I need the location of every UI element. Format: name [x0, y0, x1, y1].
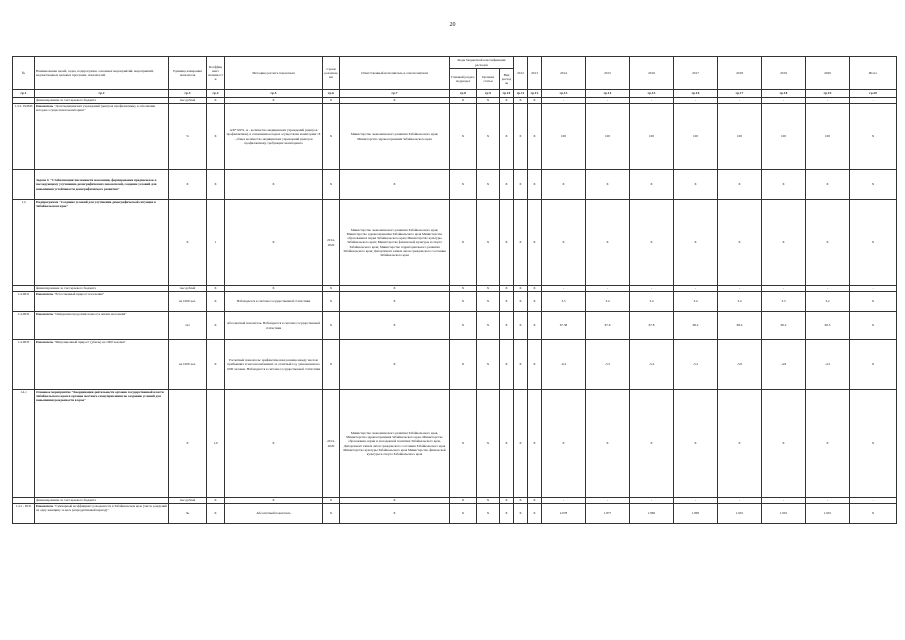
year-header: 2014 — [542, 57, 586, 90]
row-name: Основное мероприятие "Координация деятельности органов государственной власти Забайкальского края и органов местного самоуправления по созданию условий для повышения рождаемости в крае" — [35, 390, 169, 498]
col-num: гр.17 — [718, 90, 762, 98]
col-num: гр.6 — [323, 90, 340, 98]
row-resp: Министерство экономического развития Забайкальского края, Министерство здравоохранения Забайкальского края, Министерство образования, науки и молодежной политики Забайкальского края, Департамент записи актов гражданского состояния Забайкальского края Министерство культуры Забайкальского края Министерство физической культуры и спорта Забайкальского края — [340, 390, 450, 498]
col-num: гр.4 — [207, 90, 225, 98]
col-num: гр.10 — [500, 90, 514, 98]
col-num: гр.2 — [35, 90, 169, 98]
row-name: Показатель "Естественный прирост населения" — [35, 292, 169, 312]
table-row: 1.4-ПП2 Показатель "Ожидаемая продолжительность жизни населения" лет X Абсолютный показатель. Наблюдается в системе государственной статистики X X X X X X X 67.38 67.6 67.8 68.2 68.4 69.2 69.5 X — [13, 312, 897, 340]
year-header: 2017 — [674, 57, 718, 90]
col-num: гр.18 — [762, 90, 806, 98]
col-num: гр.9 — [477, 90, 500, 98]
row-no: 1.4.1 — [13, 390, 35, 498]
table-row: 1.4 Подпрограмма "Создание условий для улучшения демографической ситуации в Забайкальском крае" X 1 X 2014-2020 Министерство экономического развития Забайкальского края; Министерство здравоохранения Забайкальского края Министерство образования и науки Забайкальского края; Министерство культуры Забайкальского края; Министерство физической культуры и спорта Забайкальского края; Министерство территориального развития Забайкальского края; Департамент записи актов гражданского состояния Забайкальского края X X X X X X X X X X X X X — [13, 200, 897, 286]
row-no: 1.3.5- ПОМ3 — [13, 104, 35, 170]
row-no: 1.4-ПП2 — [13, 312, 35, 340]
col-name-header: Наименование целей, задач, подпрограмм, основных мероприятий, мероприятий, ведомственных целевых программ, показателей — [35, 57, 169, 90]
table-row: 1.3.5- ПОМ3 Показатель "Доля медицинских учреждений (центров профилактики), в отношении которых осуществлен мониторинг" % X А/Б*100%, А - количество медицинских учреждений (центров профилактики), в отношении которых осуществлен мониторинг; Б - общее количество медицинских учреждений (центров профилактики), требующих мониторинга X Министерство экономического развития Забайкальского края; Министерство здравоохранения Забайкальского края X X X X X 100 100 100 100 100 100 100 X — [13, 104, 897, 170]
col-num: гр.13 — [542, 90, 586, 98]
col-method-header: Методика расчета показателя — [225, 57, 323, 90]
year-header: 2019 — [762, 57, 806, 90]
year-header: 2016 — [630, 57, 674, 90]
table-row: Задача 4. "Стабилизация численности населения, формирование предпосылок к последующему улучшению демографических показателей, создание условий для повышения устойчивости демографического развития" X X X X X X X X X X X X X X X X X X — [13, 170, 897, 200]
year-header: 2020 — [806, 57, 850, 90]
csr-header: Целевая статья — [477, 69, 500, 90]
col-num: гр.12 — [528, 90, 542, 98]
row-name: Показатель "Доля медицинских учреждений (центров профилактики), в отношении которых осуществлен мониторинг" — [35, 104, 169, 170]
total-header: Итого — [850, 57, 897, 90]
row-no: 1.4 — [13, 200, 35, 286]
financing-row: финансирование за счет краевого бюджета тыс.рублей X X X X X X X X X - - - - - - - - — [13, 498, 897, 504]
unit-cell: тыс.рублей — [169, 98, 207, 104]
col-num: гр.8 — [450, 90, 477, 98]
vr-header: Вид расходов — [500, 69, 514, 90]
row-method: А/Б*100%, А - количество медицинских учреждений (центров профилактики), в отношении которых осуществлен мониторинг; Б - общее количество медицинских учреждений (центров профилактики), требующих мониторинга — [225, 104, 323, 170]
year-header: 2013 — [528, 57, 542, 90]
financing-label: финансирование за счет краевого бюджета — [35, 98, 169, 104]
row-name: Подпрограмма "Создание условий для улучшения демографической ситуации в Забайкальском крае" — [35, 200, 169, 286]
year-header: 2018 — [718, 57, 762, 90]
row-resp: Министерство экономического развития Забайкальского края; Министерство здравоохранения Забайкальского края — [340, 104, 450, 170]
col-num: гр.20 — [850, 90, 897, 98]
row-unit: % — [169, 104, 207, 170]
row-resp: Министерство экономического развития Забайкальского края; Министерство здравоохранения Забайкальского края Министерство образования и науки Забайкальского края; Министерство культуры Забайкальского края; Министерство физической культуры и спорта Забайкальского края; Министерство территориального развития Забайкальского края; Департамент записи актов гражданского состояния Забайкальского края — [340, 200, 450, 286]
financing-label: финансирование за счет краевого бюджета — [35, 498, 169, 504]
row-no: 1.4-ПП3 — [13, 340, 35, 390]
col-num: гр.7 — [340, 90, 450, 98]
header-row-1 — [13, 57, 897, 69]
col-num: гр.3 — [169, 90, 207, 98]
col-coef-header: Коэффициент значимости — [207, 57, 225, 90]
year-header: 2015 — [586, 57, 630, 90]
page-number: 20 — [449, 22, 456, 28]
gr-header: Главный раздел, подраздел — [450, 69, 477, 90]
col-num: гр.14 — [586, 90, 630, 98]
task-title: Задача 4. "Стабилизация численности населения, формирование предпосылок к последующему улучшению демографических показателей, создание условий для повышения устойчивости демографического развития" — [35, 170, 169, 200]
column-numbers-row — [13, 90, 897, 98]
col-num: гр.19 — [806, 90, 850, 98]
col-codes-header: Коды бюджетной классификации расходов — [450, 57, 514, 69]
col-num: гр.5 — [225, 90, 323, 98]
row-name: Показатель "Суммарный коэффициент рождаемости в Забайкальском крае (число рождений на одну женщину за весь репродуктивный период)" — [35, 504, 169, 524]
col-num: гр.1 — [13, 90, 35, 98]
col-resp-header: Ответственный исполнитель и соисполнители — [340, 57, 450, 90]
row-no: 1.4-ПП1 — [13, 292, 35, 312]
financing-row: финансирование за счет краевого бюджета тыс.рублей X X X X X X X X X - - - - - - - - — [13, 98, 897, 104]
program-table — [12, 56, 897, 524]
col-unit-header: Единица измерения показателя — [169, 57, 207, 90]
table-row: 1.4.1 Основное мероприятие "Координация деятельности органов государственной власти Забайкальского края и органов местного самоуправления по созданию условий для повышения рождаемости в крае" X 1,0 X 2014-2020 Министерство экономического развития Забайкальского края, Министерство здравоохранения Забайкальского края, Министерство образования, науки и молодежной политики Забайкальского края, Департамент записи актов гражданского состояния Забайкальского края Министерство культуры Забайкальского края Министерство физической культуры и спорта Забайкальского края X X X X X X X X X X X X X — [13, 390, 897, 498]
financing-label: финансирование за счет краевого бюджета — [35, 286, 169, 292]
year-header: 2012 — [514, 57, 528, 90]
table-row: 1.4-ПП1 Показатель "Естественный прирост населения" на 1000 чел. X Наблюдается в системе государственной статистики X X X X X X X 3.5 3.4 3.4 3.4 3.4 3.3 3.2 X — [13, 292, 897, 312]
col-period-header: Сроки реализации — [323, 57, 340, 90]
row-name: Показатель "Миграционный прирост (убыль) на 1000 человек" — [35, 340, 169, 390]
col-num: гр.16 — [674, 90, 718, 98]
row-name: Показатель "Ожидаемая продолжительность жизни населения" — [35, 312, 169, 340]
table-row: 1.4.1 - ПП1 Показатель "Суммарный коэффициент рождаемости в Забайкальском крае (число рождений на одну женщину за весь репродуктивный период)" ‰ X Абсолютный показатель X X X X X X X 2.078 1.877 1.882 1.895 1.901 1.901 1.901 X — [13, 504, 897, 524]
col-num: гр.15 — [630, 90, 674, 98]
table-row: 1.4-ПП3 Показатель "Миграционный прирост (убыль) на 1000 человек" на 1000 чел. X Расчетный показатель: арифметическая разница между числом прибывших и числом выбывших за отчетный год, умноженная на 1000 человек. Наблюдается в системе государственной статистики X X X X X X X -6.2 -5.5 -5.4 -5.2 -5.0 -4.8 -4.5 X — [13, 340, 897, 390]
row-no: 1.4.1 - ПП1 — [13, 504, 35, 524]
col-no-header: № — [13, 57, 35, 90]
financing-row: финансирование за счет краевого бюджета тыс.рублей X X X X X X X X X - - - - - - - - — [13, 286, 897, 292]
col-num: гр.11 — [514, 90, 528, 98]
